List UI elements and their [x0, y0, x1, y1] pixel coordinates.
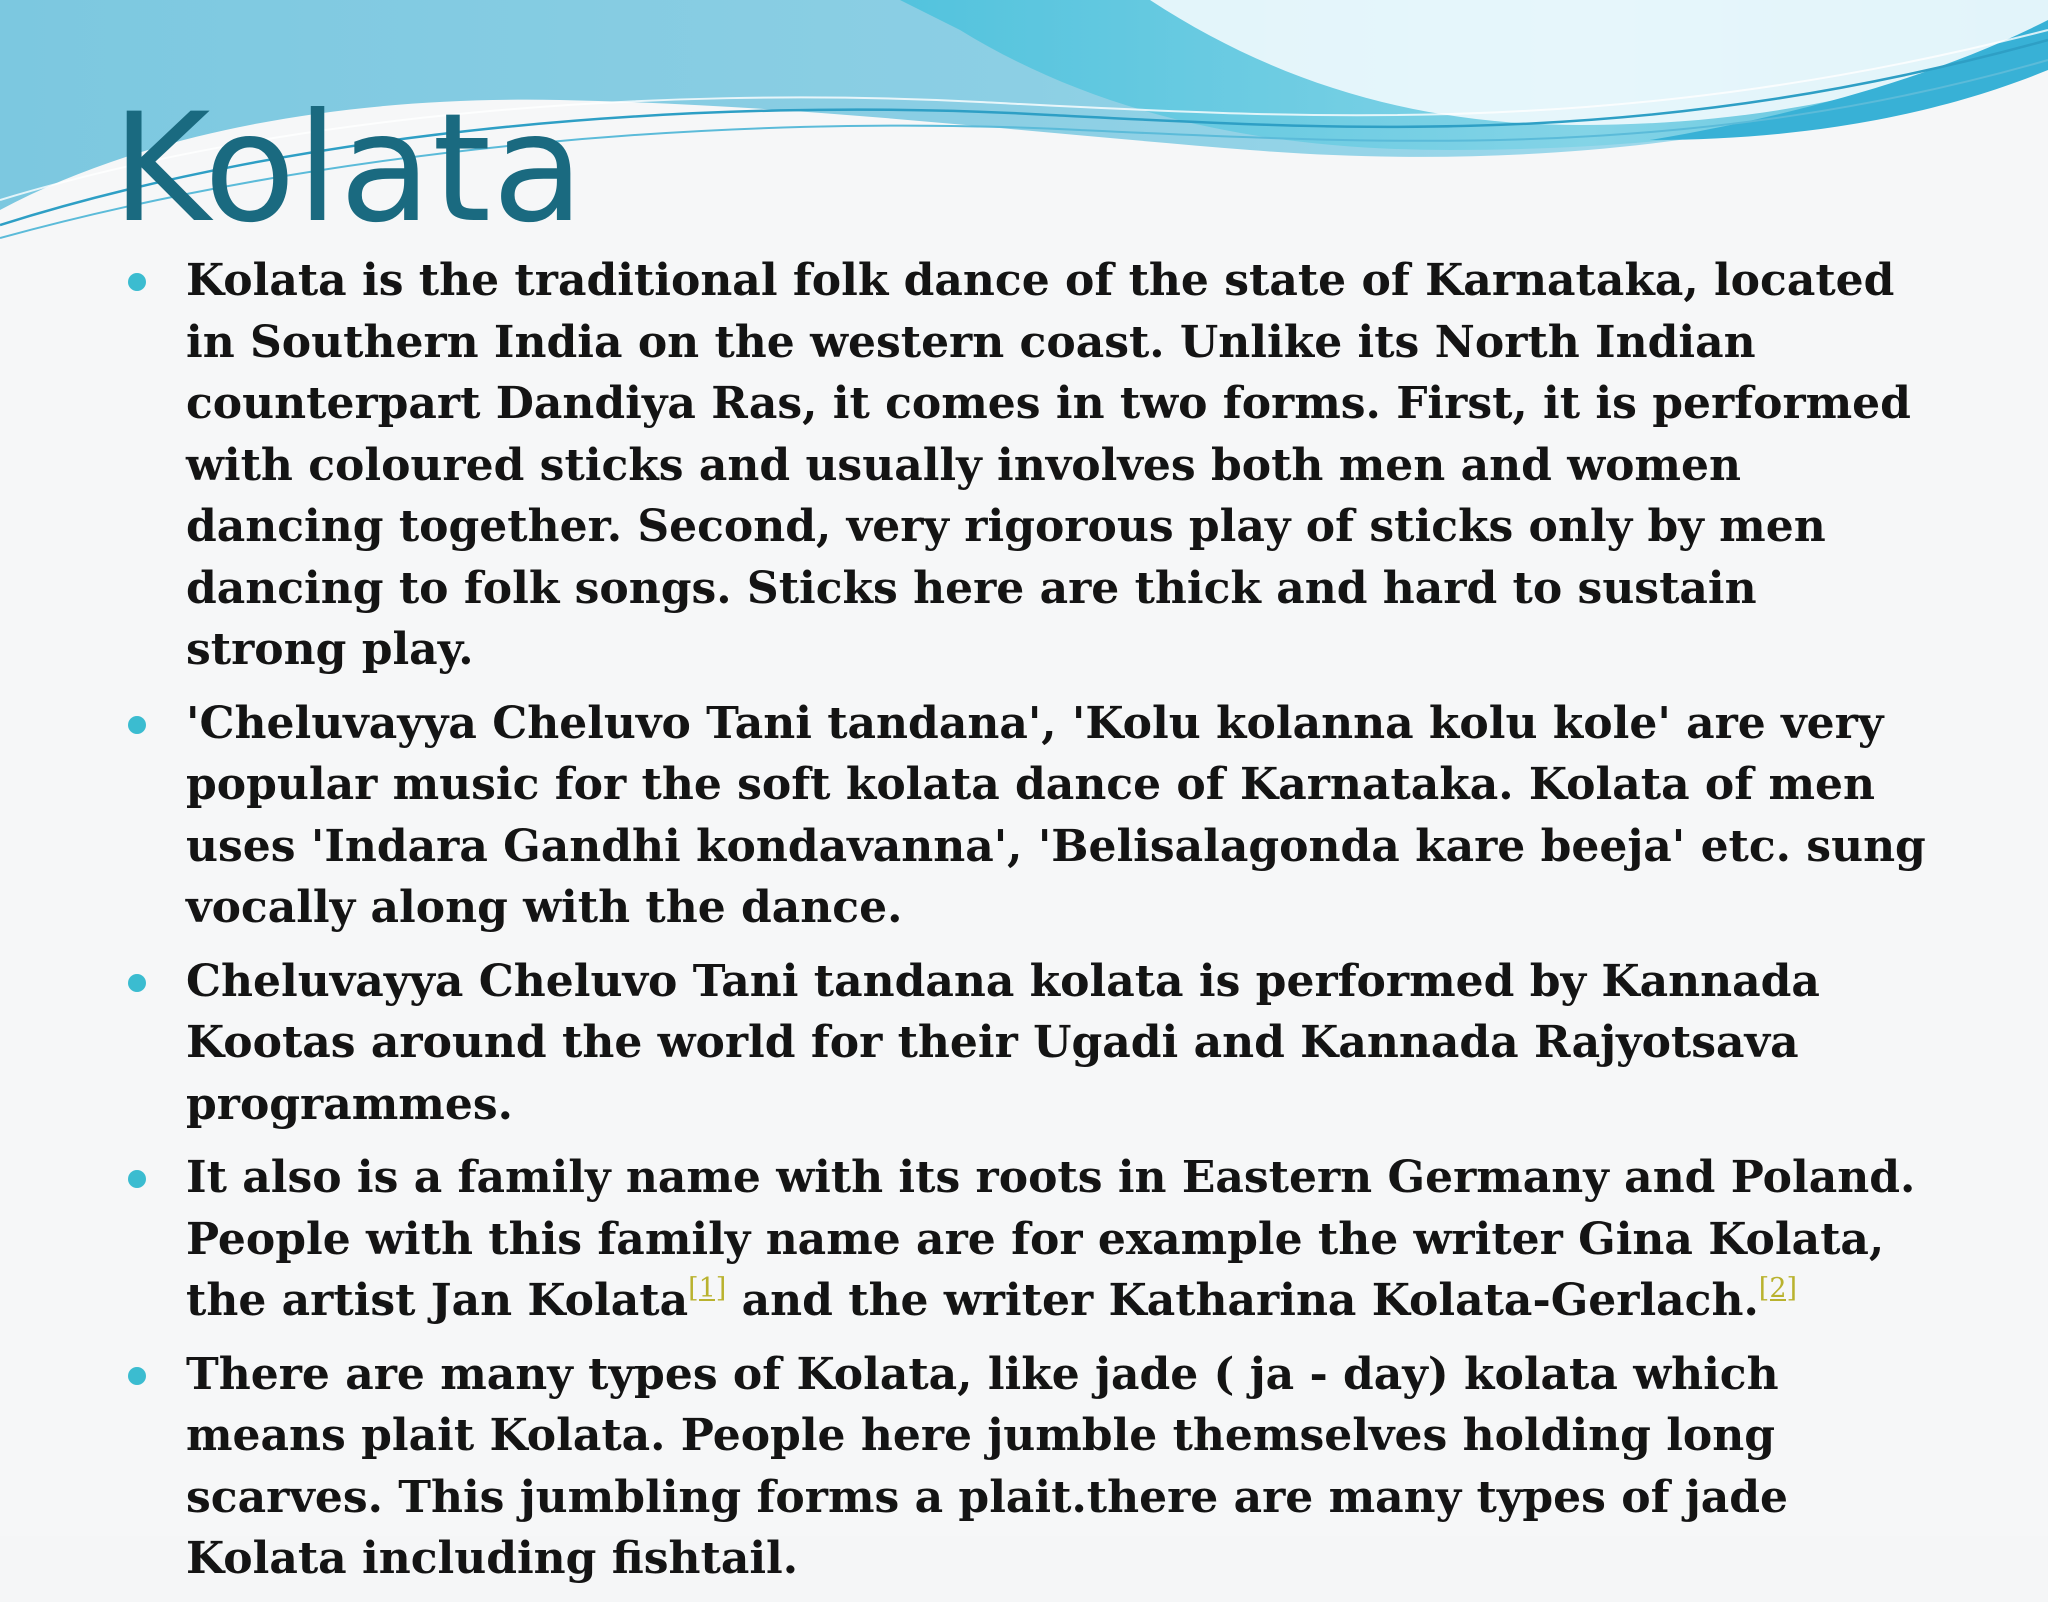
bullet-text: Cheluvayya Cheluvo Tani tandana kolata is performed by Kannada Kootas around the world for their Ugadi and Kannada Rajyotsava programmes. [186, 955, 1820, 1130]
bullet-text: Kolata is the traditional folk dance of the state of Karnataka, located in Southern India on the western coast. Unlike its North Indian counterpart Dandiya Ras, it comes in two forms. First, it is performed with coloured sticks and usually involves both men and women dancing together. Second, very rigorous play of sticks only by men dancing to folk songs. Sticks here are thick and hard to sustain strong play. [186, 255, 1911, 675]
bullet-dot-icon [128, 716, 146, 734]
bullet-dot-icon [128, 273, 146, 291]
bullet-text: There are many types of Kolata, like jade ( ja - day) kolata which means plait Kolata. People here jumble themselves holding long scarves. This jumbling forms a plait.there are many types of jade Kolata including fishtail. [186, 1348, 1789, 1584]
reference-link-2[interactable]: [2] [1758, 1273, 1798, 1304]
bullet-text: 'Cheluvayya Cheluvo Tani tandana', 'Kolu kolanna kolu kole' are very popular music for the soft kolata dance of Karnataka. Kolata of men uses 'Indara Gandhi kondavanna', 'Belisalagonda kare beeja' etc. sung vocally along with the dance. [186, 697, 1926, 933]
bullet-text-continued: and the writer Katharina Kolata-Gerlach. [726, 1275, 1759, 1326]
list-item [128, 250, 1928, 681]
bullet-text: It also is a family name with its roots in Eastern Germany and Poland. People with this family name are for example the writer Gina Kolata, the artist Jan Kolata [186, 1152, 1916, 1326]
list-item [128, 693, 1928, 939]
list-item [128, 1147, 1928, 1332]
bullet-dot-icon [128, 1170, 146, 1188]
list-item [128, 951, 1928, 1136]
list-item [128, 1344, 1928, 1590]
slide-title: Kolata [112, 82, 585, 256]
bullet-dot-icon [128, 1367, 146, 1385]
reference-link-1[interactable]: [1] [688, 1273, 727, 1304]
bullet-dot-icon [128, 974, 146, 992]
bullet-list [128, 250, 1928, 1602]
